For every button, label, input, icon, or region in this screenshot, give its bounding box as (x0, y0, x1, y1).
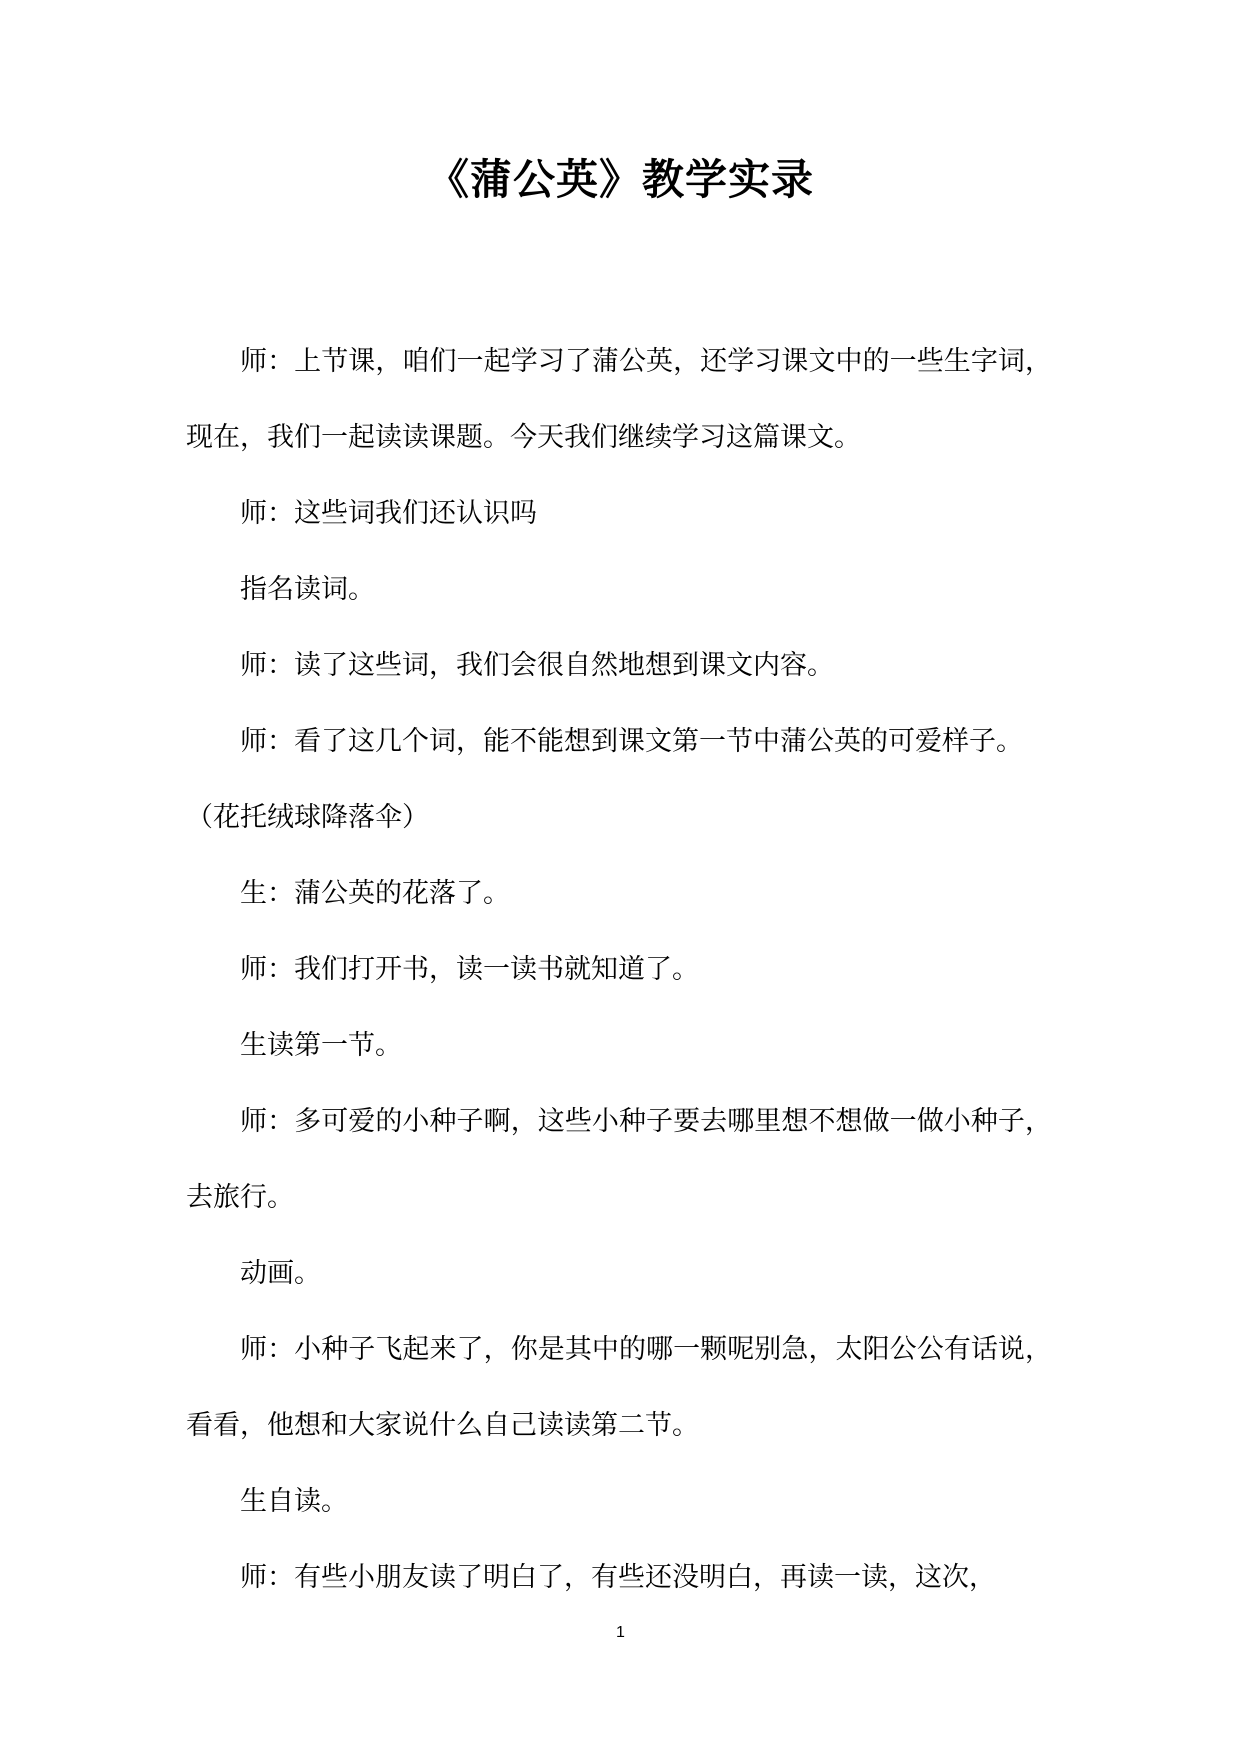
document-body (186, 324, 1052, 1616)
paragraph: 生读第一节。 (240, 1030, 402, 1061)
paragraph: 师：看了这几个词，能不能想到课文第一节中蒲公英的可爱样子。 (240, 726, 1023, 757)
document-title: 《蒲公英》教学实录 (426, 155, 814, 204)
paragraph: 师：多可爱的小种子啊，这些小种子要去哪里想不想做一做小种子，去旅行。 (186, 1106, 1052, 1213)
paragraph: （花托绒球降落伞） (186, 802, 429, 833)
paragraph: 生：蒲公英的花落了。 (240, 878, 510, 909)
paragraph: 师：上节课，咱们一起学习了蒲公英，还学习课文中的一些生字词，现在，我们一起读读课题。今天我们继续学习这篇课文。 (186, 346, 1052, 453)
paragraph: 师：这些词我们还认识吗 (240, 498, 537, 529)
paragraph: 动画。 (240, 1258, 321, 1289)
page-number: 1 (616, 1624, 625, 1641)
paragraph: 师：小种子飞起来了，你是其中的哪一颗呢别急，太阳公公有话说，看看，他想和大家说什么自己读读第二节。 (186, 1334, 1052, 1441)
paragraph: 师：有些小朋友读了明白了，有些还没明白，再读一读，这次， (240, 1562, 996, 1593)
paragraph: 生自读。 (240, 1486, 348, 1517)
paragraph: 指名读词。 (240, 574, 375, 605)
paragraph: 师：我们打开书，读一读书就知道了。 (240, 954, 699, 985)
paragraph: 师：读了这些词，我们会很自然地想到课文内容。 (240, 650, 834, 681)
